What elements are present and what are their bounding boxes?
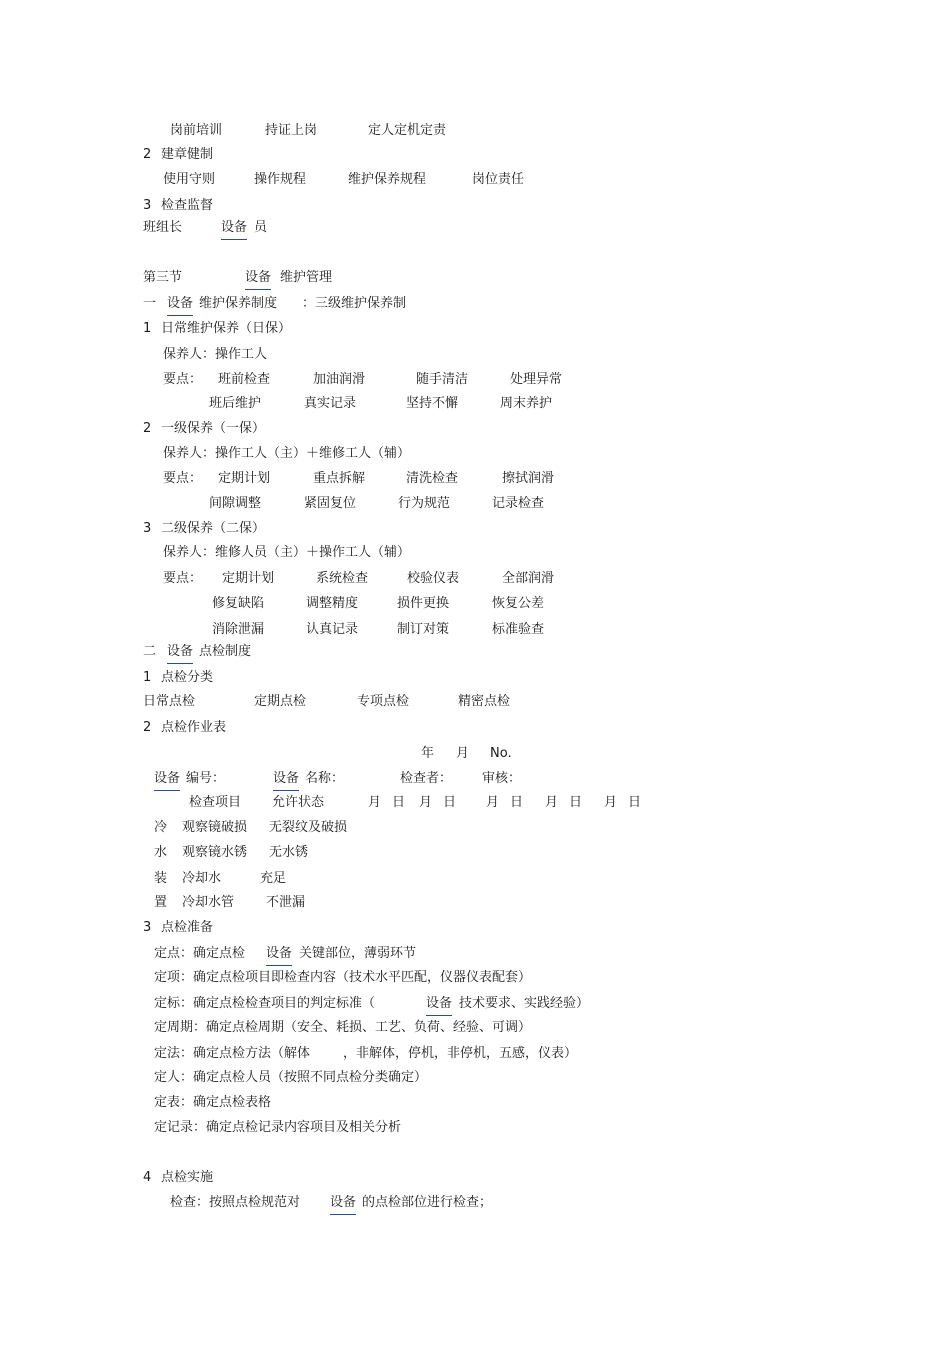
column-header: 月	[545, 795, 559, 810]
heading-number: 一	[143, 296, 157, 311]
heading-number: 2	[143, 421, 152, 436]
text-item: ，非解体，停机，非停机，五感，仪表）	[343, 1046, 578, 1061]
text-item: 擦拭润滑	[502, 471, 555, 486]
equipment-number-label: 编号：	[186, 771, 226, 786]
heading-number: 二	[143, 644, 157, 659]
text-item: 损件更换	[397, 596, 450, 611]
text-item: 班前检查	[218, 372, 271, 387]
heading-number: 2	[143, 147, 152, 162]
heading-text: 建章健制	[161, 147, 214, 162]
text-item: 消除泄漏	[212, 622, 265, 637]
text-item: 清洗检查	[406, 471, 459, 486]
text-item: 真实记录	[304, 396, 357, 411]
text-item: 加油润滑	[313, 372, 366, 387]
text-item: 记录检查	[492, 496, 545, 511]
text-item: 重点拆解	[313, 471, 366, 486]
text-item: 标准验查	[492, 622, 545, 637]
heading-text: 点检实施	[161, 1170, 214, 1185]
group-char: 冷	[154, 820, 168, 835]
text-item: 恢复公差	[492, 596, 545, 611]
underlined-term: 设备	[154, 769, 180, 791]
text-item: 的点检部位进行检查；	[362, 1195, 493, 1210]
text-item: 定点：确定点检	[154, 946, 246, 961]
text-item: 制订对策	[397, 622, 450, 637]
text-item: 校验仪表	[407, 571, 460, 586]
text-item: 关键部位，薄弱环节	[299, 946, 417, 961]
column-header: 日	[510, 795, 524, 810]
text-item: 系统检查	[316, 571, 369, 586]
heading-number: 3	[143, 920, 152, 935]
column-header: 月	[368, 795, 382, 810]
text-item: 周末养护	[500, 396, 553, 411]
text-item: 岗前培训	[170, 123, 223, 138]
text-item: 岗位责任	[472, 172, 525, 187]
text-item: 定法：确定点检方法（解体	[154, 1046, 311, 1061]
text-item: 紧固复位	[304, 496, 357, 511]
heading-text: 维护保养制度	[199, 296, 278, 311]
heading-text: 点检作业表	[161, 720, 227, 735]
heading-text: 检查监督	[161, 198, 214, 213]
heading-number: 3	[143, 198, 152, 213]
text-item: 定期计划	[222, 571, 275, 586]
text-item: 随手清洁	[416, 372, 469, 387]
heading-number: 1	[143, 670, 152, 685]
underlined-term: 设备	[330, 1193, 356, 1215]
heading-number: 4	[143, 1170, 152, 1185]
underlined-term: 设备	[167, 642, 193, 664]
check-item: 观察镜破损	[182, 820, 248, 835]
underlined-term: 设备	[221, 218, 247, 240]
text-item: 使用守则	[163, 172, 216, 187]
text-item: 定记录：确定点检记录内容项目及相关分析	[154, 1120, 402, 1135]
text-item: 坚持不懈	[406, 396, 459, 411]
number-label: No.	[490, 746, 512, 761]
check-item: 冷却水管	[182, 895, 235, 910]
heading-number: 1	[143, 321, 152, 336]
keypoints-label: 要点：	[163, 571, 203, 586]
inspector-label: 检查者：	[400, 771, 453, 786]
group-char: 置	[154, 895, 168, 910]
text-item: 班组长	[143, 220, 183, 235]
group-char: 水	[154, 845, 168, 860]
text-item: 全部润滑	[502, 571, 555, 586]
underlined-term: 设备	[266, 944, 292, 966]
text-item: 员	[254, 220, 268, 235]
allowed-state: 无裂纹及破损	[269, 820, 348, 835]
section-label: 第三节	[143, 270, 183, 285]
text-item: 定期计划	[218, 471, 271, 486]
column-header: 日	[628, 795, 642, 810]
column-header: 月	[419, 795, 433, 810]
text-item: 修复缺陷	[212, 596, 265, 611]
text-item: 定期点检	[254, 694, 307, 709]
equipment-name-label: 名称：	[305, 771, 345, 786]
heading-text: 点检准备	[161, 920, 214, 935]
allowed-state: 充足	[260, 871, 287, 886]
year-label: 年	[421, 746, 435, 761]
column-header: 月	[604, 795, 618, 810]
text-item: 精密点检	[458, 694, 511, 709]
heading-text: 点检制度	[199, 644, 252, 659]
text-item: 维护保养规程	[348, 172, 427, 187]
heading-text: 一级保养（一保）	[161, 421, 266, 436]
text-item: 保养人：维修人员（主）＋操作工人（辅）	[163, 545, 411, 560]
text-item: 间隙调整	[209, 496, 262, 511]
check-item: 观察镜水锈	[182, 845, 248, 860]
text-item: 定人定机定责	[368, 123, 447, 138]
allowed-state: 无水锈	[269, 845, 309, 860]
group-char: 装	[154, 871, 168, 886]
heading-number: 3	[143, 521, 152, 536]
column-header: 日	[443, 795, 457, 810]
text-item: 持证上岗	[265, 123, 318, 138]
keypoints-label: 要点：	[163, 471, 203, 486]
reviewer-label: 审核：	[482, 771, 522, 786]
text-item: 定标：确定点检检查项目的判定标准（	[154, 996, 376, 1011]
month-label: 月	[456, 746, 470, 761]
section-text: 维护管理	[280, 270, 333, 285]
text-item: 保养人：操作工人（主）＋维修工人（辅）	[163, 446, 411, 461]
column-header: 日	[392, 795, 406, 810]
heading-text: 二级保养（二保）	[161, 521, 266, 536]
allowed-state: 不泄漏	[266, 895, 306, 910]
text-item: 专项点检	[357, 694, 410, 709]
heading-number: 2	[143, 720, 152, 735]
column-header: 日	[569, 795, 583, 810]
heading-text: 日常维护保养（日保）	[161, 321, 292, 336]
text-item: 认真记录	[306, 622, 359, 637]
column-header: 允许状态	[272, 795, 325, 810]
underlined-term: 设备	[245, 268, 271, 290]
underlined-term: 设备	[426, 994, 452, 1016]
text-item: 调整精度	[306, 596, 359, 611]
text-item: 处理异常	[510, 372, 563, 387]
heading-text: ：三级维护保养制	[302, 296, 407, 311]
text-item: 行为规范	[398, 496, 451, 511]
text-item: 日常点检	[143, 694, 196, 709]
text-item: 保养人：操作工人	[163, 347, 268, 362]
text-item: 定表：确定点检表格	[154, 1095, 272, 1110]
column-header: 检查项目	[189, 795, 242, 810]
keypoints-label: 要点：	[163, 372, 203, 387]
text-item: 班后维护	[209, 396, 262, 411]
text-item: 定项：确定点检项目即检查内容（技术水平匹配，仪器仪表配套）	[154, 970, 532, 985]
heading-text: 点检分类	[161, 670, 214, 685]
check-item: 冷却水	[182, 871, 222, 886]
text-item: 操作规程	[254, 172, 307, 187]
underlined-term: 设备	[273, 769, 299, 791]
text-item: 技术要求、实践经验）	[459, 996, 590, 1011]
text-item: 定周期：确定点检周期（安全、耗损、工艺、负荷、经验、可调）	[154, 1020, 532, 1035]
text-item: 定人：确定点检人员（按照不同点检分类确定）	[154, 1070, 428, 1085]
column-header: 月	[486, 795, 500, 810]
underlined-term: 设备	[167, 294, 193, 316]
text-item: 检查：按照点检规范对	[170, 1195, 301, 1210]
